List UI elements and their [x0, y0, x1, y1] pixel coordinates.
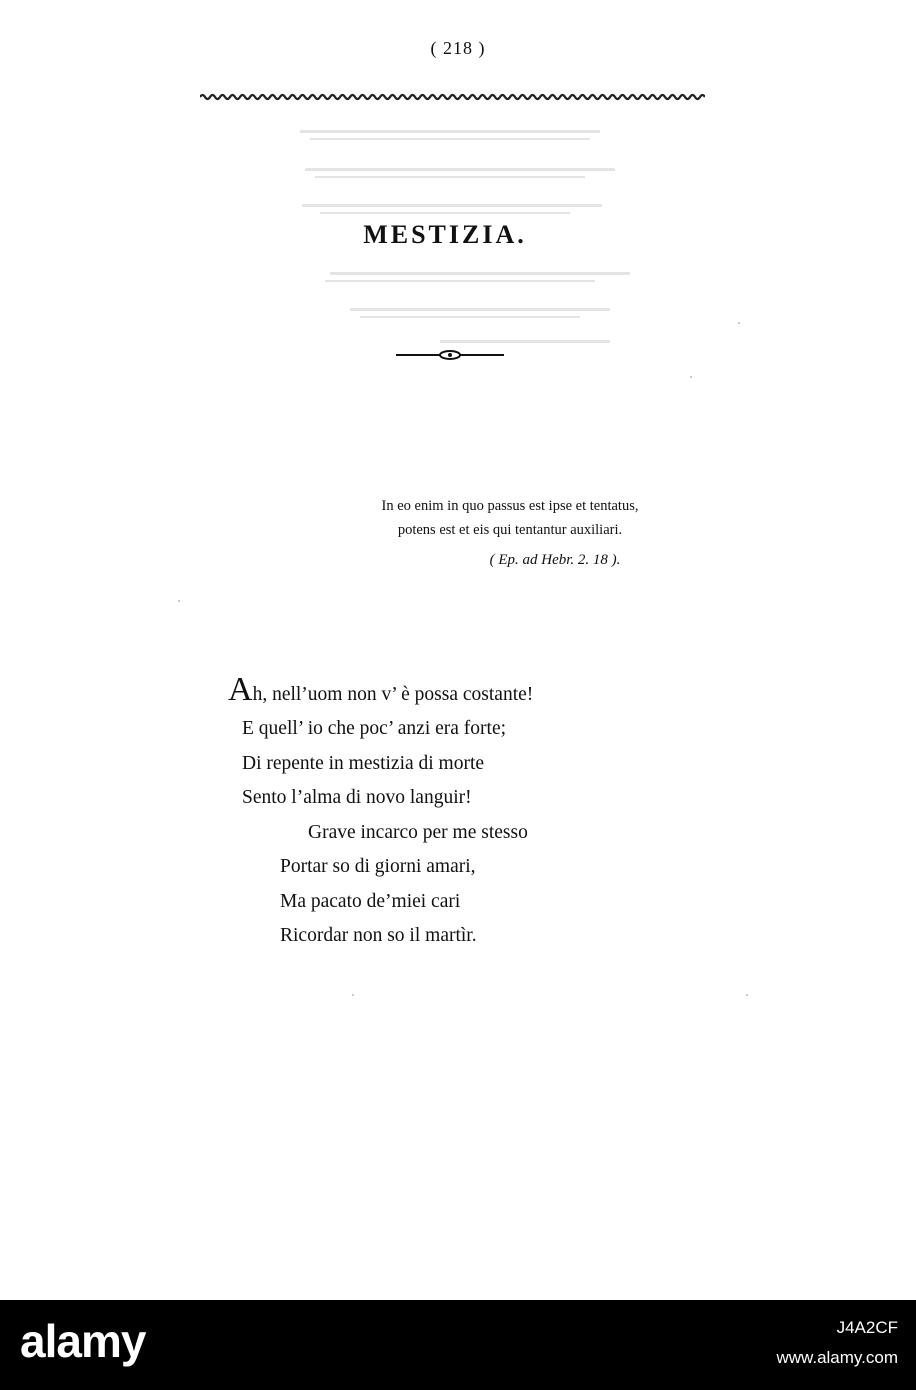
epigraph-reference-text: ( Ep. ad Hebr. 2. 18 ).	[489, 552, 621, 568]
poem-title: MESTIZIA.	[363, 220, 527, 249]
paper-speck	[738, 322, 740, 324]
poem-line: Sento l’alma di novo languir!	[242, 787, 472, 808]
drop-cap: A	[228, 671, 253, 708]
paper-speck	[352, 994, 354, 996]
watermark-image-id: J4A2CF	[836, 1318, 898, 1337]
poem-line: E quell’ io che poc’ anzi era forte;	[242, 718, 507, 739]
watermark-url: www.alamy.com	[776, 1348, 898, 1367]
poem-line-text: h, nell’uom non v’ è possa costante!	[252, 684, 534, 705]
poem-line: Portar so di giorni amari,	[280, 856, 476, 877]
epigraph-reference	[300, 548, 720, 572]
poem-line: Ma pacato de’miei cari	[280, 890, 461, 912]
paper-speck	[746, 994, 748, 996]
paper-speck	[690, 376, 692, 378]
watermark-banner	[0, 1300, 916, 1390]
poem-line	[228, 668, 708, 712]
poem-line: Ricordar non so il martìr.	[280, 925, 477, 946]
paper-speck	[178, 600, 180, 602]
page-number: ( 218 )	[430, 38, 486, 58]
flourish-ornament	[396, 348, 504, 362]
epigraph-line: potens est et eis qui tentantur auxiliari.	[397, 522, 623, 538]
epigraph-line: In eo enim in quo passus est ipse et tentatus,	[381, 498, 639, 514]
poem-line: Di repente in mestizia di morte	[242, 752, 485, 774]
poem-line: Grave incarco per me stesso	[308, 821, 528, 843]
poem-body	[228, 668, 708, 954]
watermark-logo: alamy	[20, 1315, 146, 1367]
ornamental-rule	[200, 92, 705, 102]
epigraph	[300, 494, 720, 572]
